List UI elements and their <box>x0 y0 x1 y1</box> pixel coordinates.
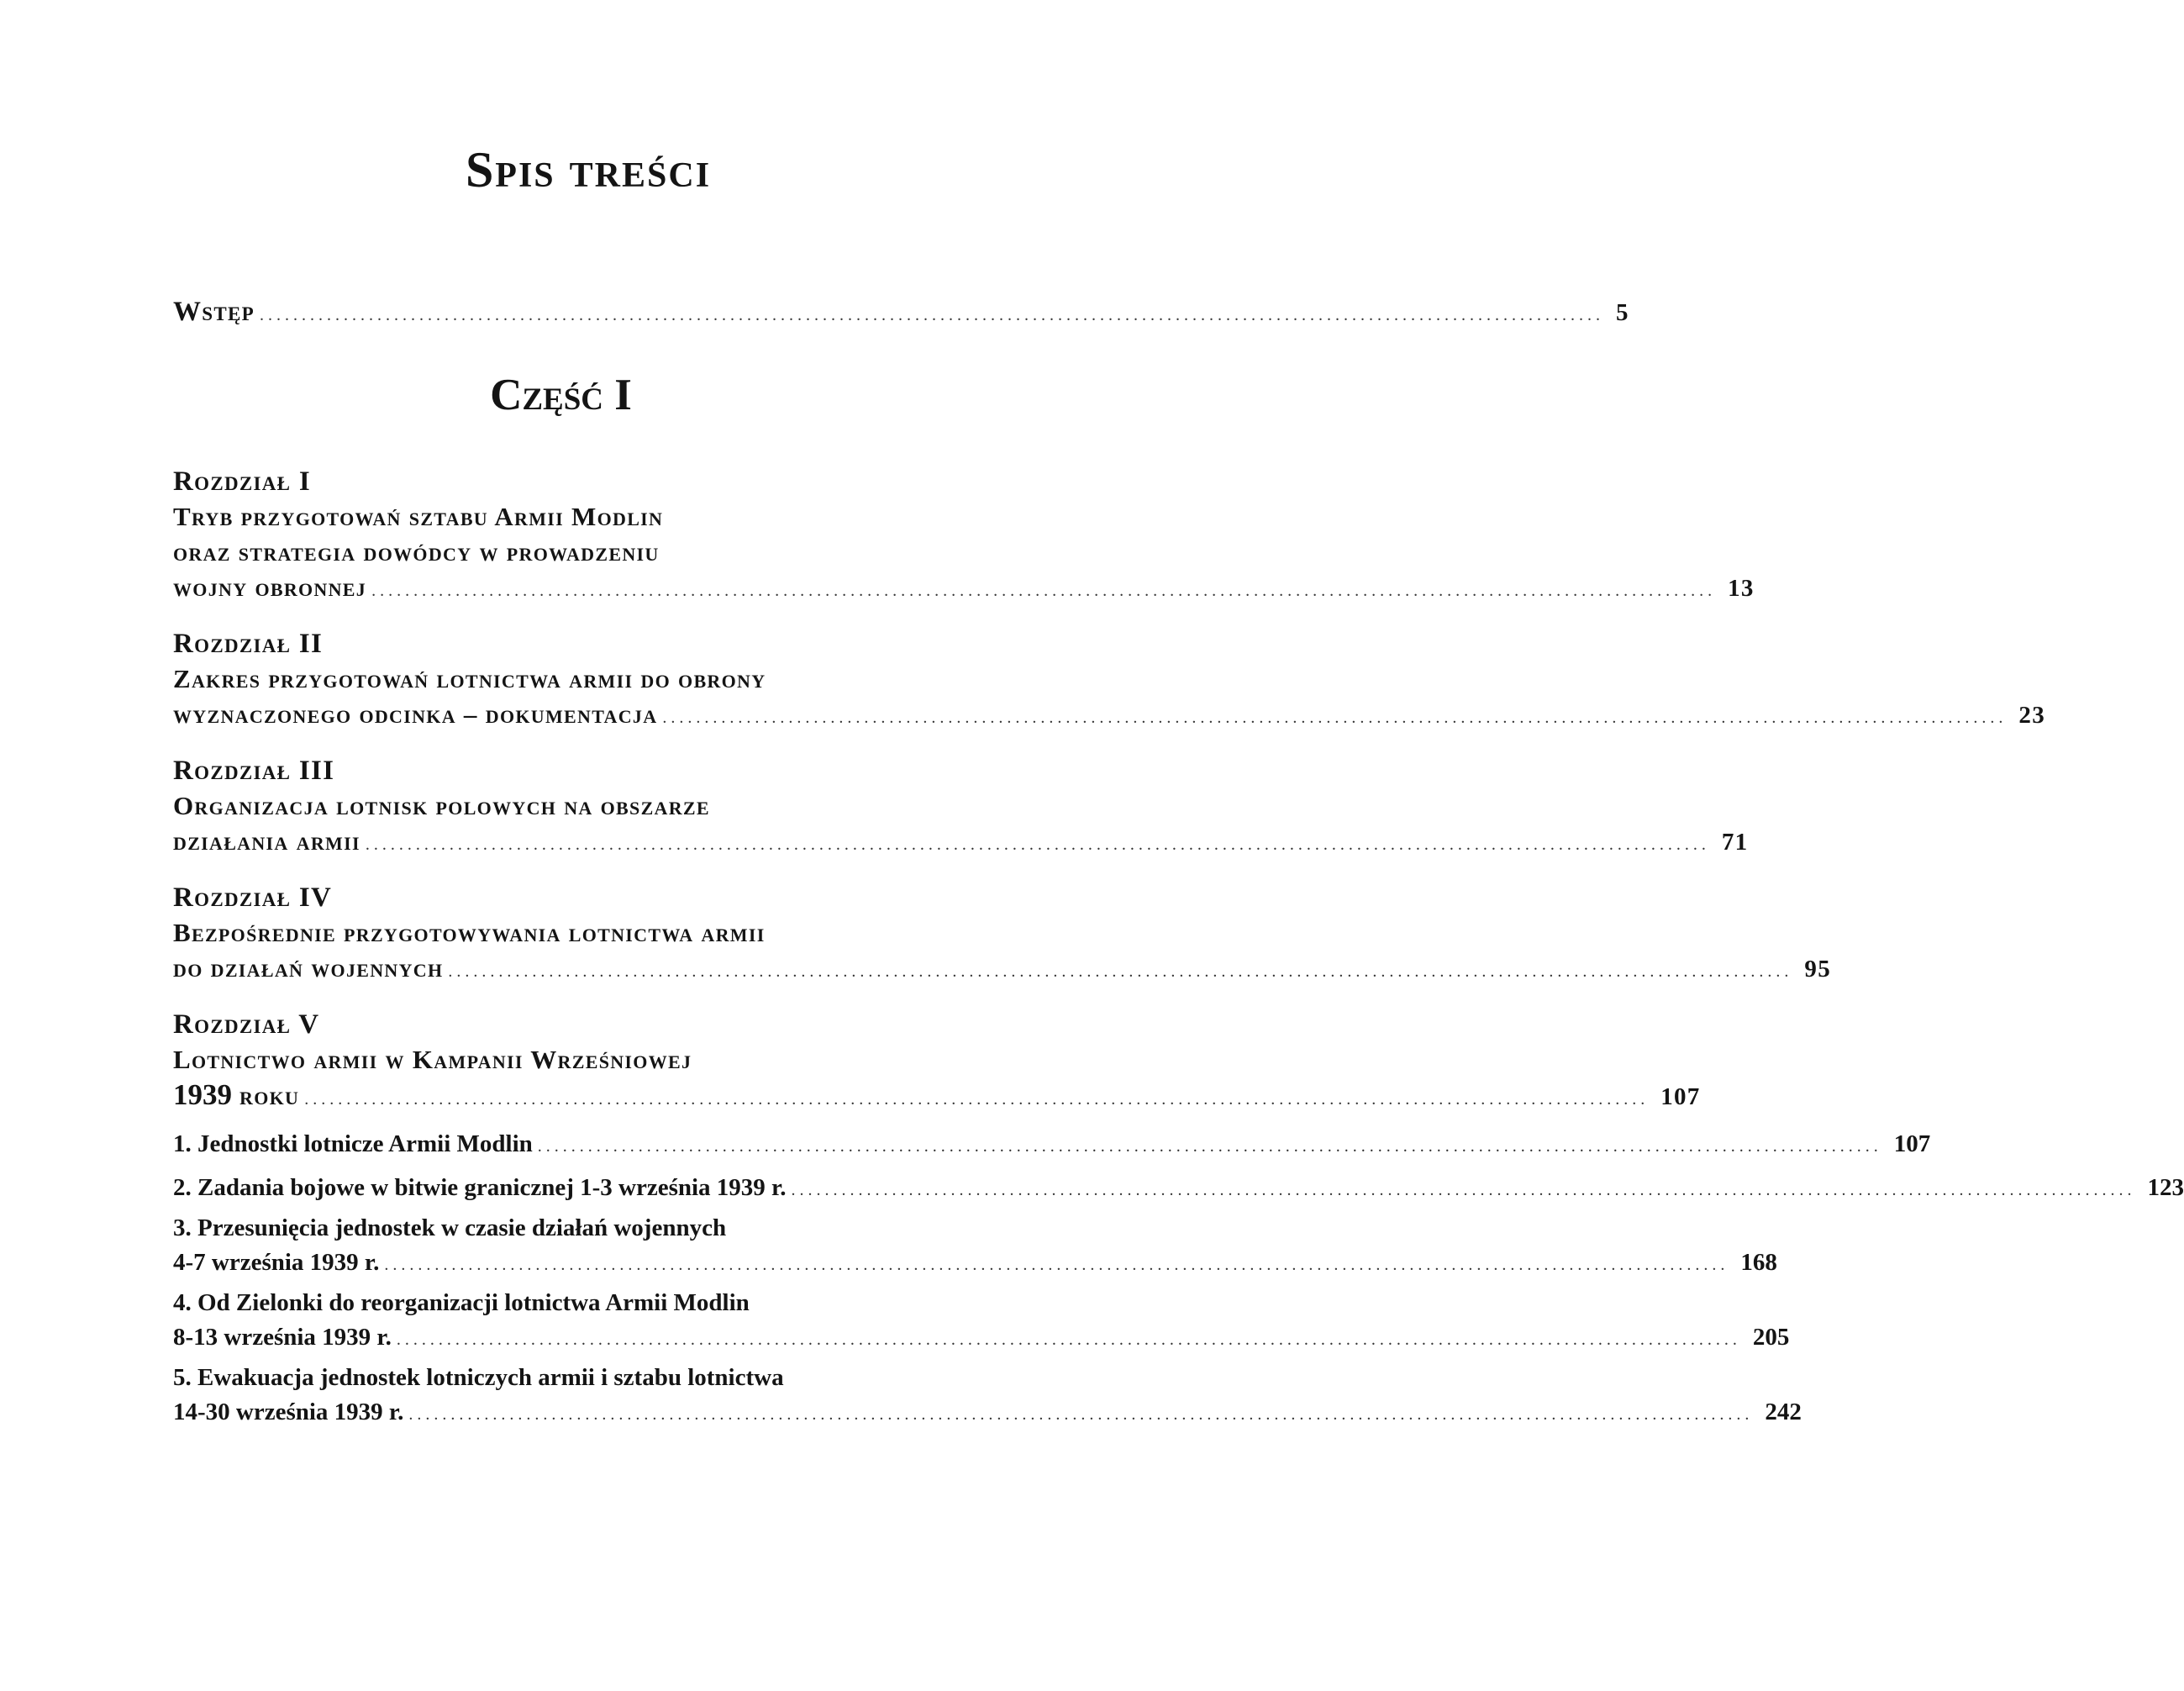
section-title: 14-30 września 1939 r. <box>173 1399 404 1425</box>
chapter-title-line: wyznaczonego odcinka – dokumentacja <box>173 699 658 729</box>
toc-page-number: 107 <box>1893 1130 1931 1157</box>
dot-leader: ................................................................................................................................................................ <box>371 582 1717 600</box>
toc-chapter-2[interactable] <box>173 626 2046 735</box>
chapter-label: Rozdział I <box>173 466 312 497</box>
part-heading: Część I <box>490 371 632 419</box>
section-title: 8-13 września 1939 r. <box>173 1324 392 1351</box>
toc-page-number: 168 <box>1740 1249 1777 1276</box>
dot-leader: ................................................................................................................................................................ <box>304 1090 1650 1109</box>
section-title: 2. Zadania bojowe w bitwie granicznej 1-3 września 1939 r. <box>173 1174 787 1201</box>
toc-section-4[interactable] <box>173 1286 1790 1357</box>
toc-page-number: 107 <box>1660 1083 1701 1110</box>
chapter-title-line: roku <box>239 1081 300 1110</box>
toc-page-number: 13 <box>1728 575 1755 602</box>
toc-section-2[interactable] <box>173 1171 2184 1208</box>
dot-leader: ................................................................................................................................................................ <box>408 1405 1754 1424</box>
toc-page-number: 95 <box>1804 956 1832 982</box>
toc-page-number: 242 <box>1765 1399 1802 1425</box>
chapter-title-line: do działań wojennych <box>173 953 444 982</box>
chapter-label: Rozdział IV <box>173 882 333 913</box>
chapter-title-line: oraz strategia dowódcy w prowadzeniu <box>173 537 660 566</box>
dot-leader: ................................................................................................................................................................ <box>365 835 1710 854</box>
toc-page-number: 123 <box>2147 1174 2184 1201</box>
chapter-label: Rozdział II <box>173 629 324 659</box>
section-title: 4-7 września 1939 r. <box>173 1249 380 1276</box>
toc-chapter-1[interactable] <box>173 464 1755 608</box>
chapter-title-line: Zakres przygotowań lotnictwa armii do obrony <box>173 664 766 693</box>
toc-entry-label: Wstęp <box>173 297 255 327</box>
chapter-label: Rozdział III <box>173 756 335 786</box>
toc-section-1[interactable] <box>173 1127 1931 1164</box>
toc-chapter-5[interactable] <box>173 1007 1701 1117</box>
section-title: 1. Jednostki lotnicze Armii Modlin <box>173 1130 533 1157</box>
chapter-title-line: wojny obronnej <box>173 572 367 602</box>
toc-entry-intro[interactable] <box>173 294 1629 333</box>
toc-page-number: 205 <box>1752 1324 1790 1351</box>
toc-section-5[interactable] <box>173 1361 1802 1432</box>
chapter-title-line: Tryb przygotowań sztabu Armii Modlin <box>173 502 664 531</box>
section-title: 5. Ewakuacja jednostek lotniczych armii i sztabu lotnictwa <box>173 1364 784 1391</box>
toc-page-number: 23 <box>2018 702 2046 729</box>
toc-section-3[interactable] <box>173 1211 1777 1283</box>
section-title: 3. Przesunięcia jednostek w czasie działań wojennych <box>173 1214 727 1241</box>
page-title: Spis treści <box>465 142 712 198</box>
dot-leader: ................................................................................................................................................................ <box>791 1181 2136 1199</box>
dot-leader: ................................................................................................................................................................ <box>537 1137 1882 1156</box>
chapter-title-line: Organizacja lotnisk polowych na obszarze <box>173 791 710 820</box>
chapter-title-line: działania armii <box>173 826 360 856</box>
toc-chapter-4[interactable] <box>173 880 1832 989</box>
toc-chapter-3[interactable] <box>173 753 1749 862</box>
dot-leader: ................................................................................................................................................................ <box>384 1256 1729 1274</box>
dot-leader: ................................................................................................................................................................ <box>448 962 1793 981</box>
chapter-title-line: Bezpośrednie przygotowywania lotnictwa armii <box>173 918 766 947</box>
dot-leader: ................................................................................................................................................................ <box>662 709 2008 727</box>
toc-page-number: 5 <box>1616 299 1629 326</box>
chapter-title-year: 1939 <box>173 1078 232 1111</box>
chapter-title-line: Lotnictwo armii w Kampanii Wrześniowej <box>173 1045 692 1074</box>
dot-leader: ................................................................................................................................................................ <box>396 1330 1741 1349</box>
dot-leader: ................................................................................................................................................................ <box>260 306 1605 324</box>
chapter-label: Rozdział V <box>173 1009 320 1040</box>
section-title: 4. Od Zielonki do reorganizacji lotnictwa Armii Modlin <box>173 1289 750 1316</box>
toc-page-number: 71 <box>1721 829 1749 856</box>
